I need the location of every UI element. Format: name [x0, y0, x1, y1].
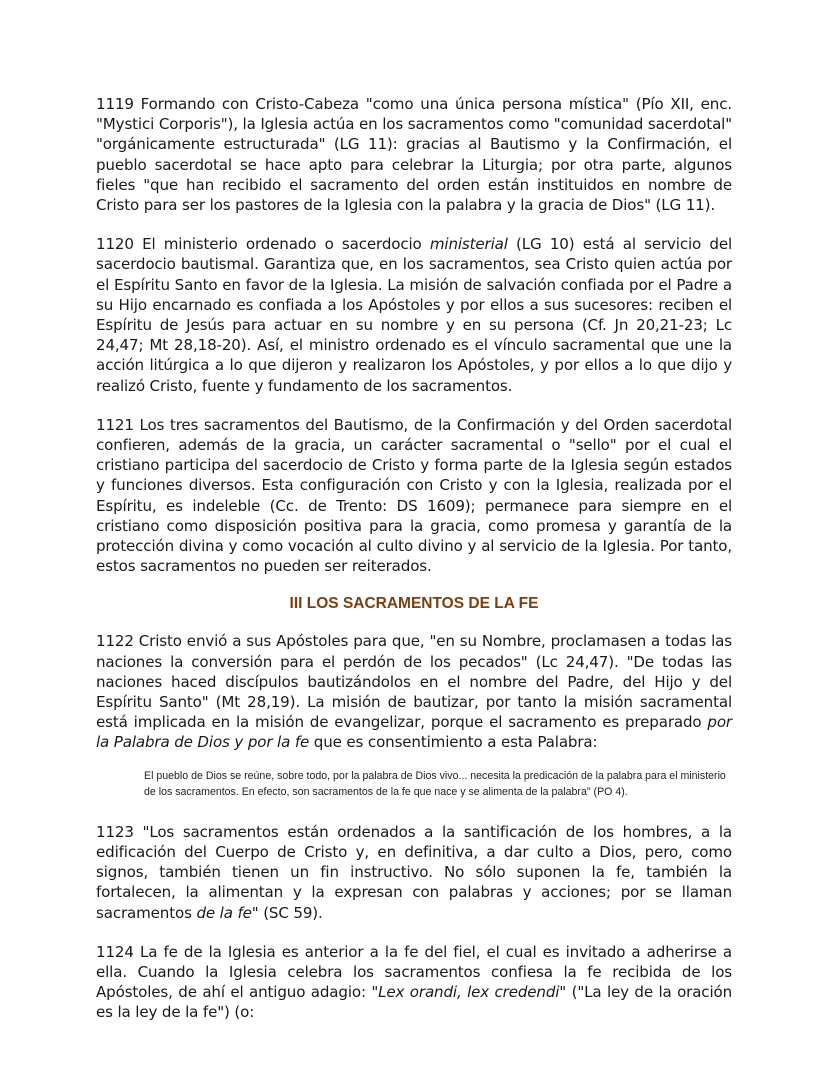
paragraph-1120-text-b: (LG 10) está al servicio del sacerdocio bautismal. Garantiza que, en los sacramentos, sea Cristo quien actúa por el Espíritu Santo en favor de la Iglesia. La misión de salvación confiada por el Padre a su Hijo encarnado es confiada a los Apóstoles y por ellos a sus sucesores: reciben el Espíritu de Jesús para actuar en su nombre y en su persona (Cf. Jn 20,21-23; Lc 24,47; Mt 28,18-20). Así, el ministro ordenado es el vínculo sacramental que une la acción litúrgica a lo que dijeron y realizaron los Apóstoles, y por ellos a lo que dijo y realizó Cristo, fuente y fundamento de los sacramentos. [96, 235, 732, 395]
paragraph-1120 [96, 234, 732, 396]
paragraph-1123-emphasis: de la fe" [196, 903, 259, 922]
paragraph-1124-text-a: 1124 La fe de la Iglesia es anterior a la fe del fiel, el cual es invitado a adherirse a ella. Cuando la Iglesia celebra los sacramentos confiesa la fe recibida de los Apóstoles, de ahí el antiguo adagio: [96, 942, 732, 1002]
paragraph-1120-text-a: 1120 El ministerio ordenado o sacerdocio [96, 235, 430, 254]
paragraph-1122-text-b: que es consentimiento a esta Palabra: [309, 733, 598, 752]
paragraph-1120-emphasis: ministerial [429, 235, 508, 254]
paragraph-1122-text-a: 1122 Cristo envió a sus Apóstoles para que, "en su Nombre, proclamasen a todas las naciones la conversión para el perdón de los pecados" (Lc 24,47). "De todas las naciones haced discípulos bautizándolos en el nombre del Padre, del Hijo y del Espíritu Santo" (Mt 28,19). La misión de bautizar, por tanto la misión sacramental está implicada en la misión de evangelizar, porque el sacramento es preparado [96, 632, 732, 732]
paragraph-1124-emphasis: "Lex orandi, lex credendi" [371, 983, 567, 1002]
block-quote: El pueblo de Dios se reúne, sobre todo, por la palabra de Dios vivo... necesita la predicación de la palabra para el ministerio de los sacramentos. En efecto, son sacramentos de la fe que nace y se alimenta de la palabra" (PO 4). [144, 769, 726, 798]
paragraph-1122-emphasis: por la Palabra de Dios y por la fe [96, 713, 732, 752]
paragraph-1121: 1121 Los tres sacramentos del Bautismo, de la Confirmación y del Orden sacerdotal confieren, además de la gracia, un carácter sacramental o "sello" por el cual el cristiano participa del sacerdocio de Cristo y forma parte de la Iglesia según estados y funciones diversos. Esta configuración con Cristo y con la Iglesia, realizada por el Espíritu, es indeleble (Cc. de Trento: DS 1609); permanece para siempre en el cristiano como disposición positiva para la gracia, como promesa y garantía de la protección divina y como vocación al culto divino y al servicio de la Iglesia. Por tanto, estos sacramentos no pueden ser reiterados. [96, 415, 732, 576]
paragraph-1123-text-a: 1123 "Los sacramentos están ordenados a la santificación de los hombres, a la edificación del Cuerpo de Cristo y, en definitiva, a dar culto a Dios, pero, como signos, también tienen un fin instructivo. No sólo suponen la fe, también la fortalecen, la alimentan y la expresan con palabras y acciones; por se llaman sacramentos [96, 822, 732, 922]
paragraph-1124-text-b: ("La ley de la oración es la ley de la fe") (o: [96, 983, 732, 1022]
paragraph-1123 [96, 822, 732, 923]
paragraph-1123-text-b: (SC 59). [258, 903, 323, 922]
paragraph-1122 [96, 631, 732, 752]
paragraph-1119: 1119 Formando con Cristo-Cabeza "como una única persona mística" (Pío XII, enc. "Mystici Corporis"), la Iglesia actúa en los sacramentos como "comunidad sacerdotal" "orgánicamente estructurada" (LG 11): gracias al Bautismo y la Confirmación, el pueblo sacerdotal se hace apto para celebrar la Liturgia; por otra parte, algunos fieles "que han recibido el sacramento del orden están instituidos en nombre de Cristo para ser los pastores de la Iglesia con la palabra y la gracia de Dios" (LG 11). [96, 95, 732, 215]
section-heading: III LOS SACRAMENTOS DE LA FE [289, 595, 539, 613]
paragraph-1124 [96, 942, 732, 1023]
